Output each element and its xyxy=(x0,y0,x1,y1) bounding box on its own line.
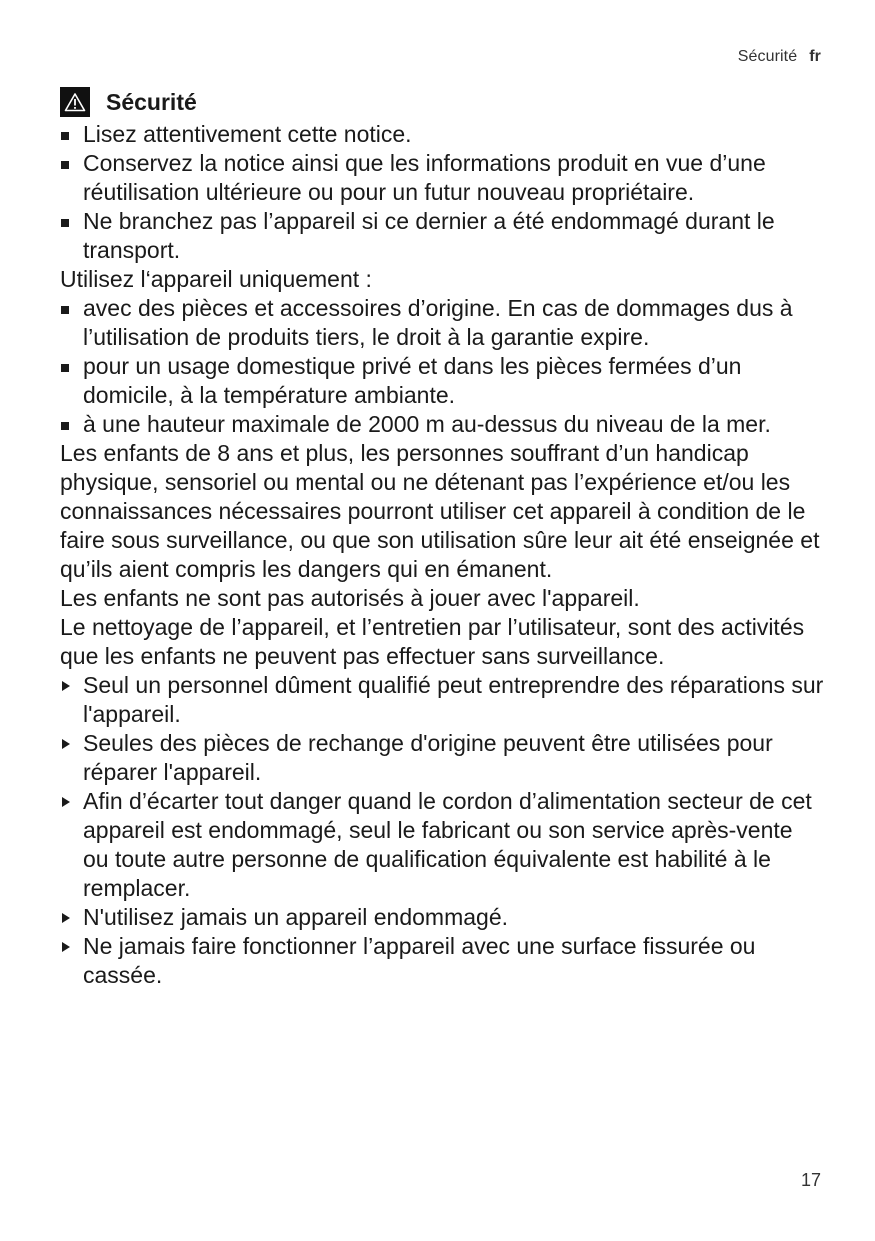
instruction-item: N'utilisez jamais un appareil endommagé. xyxy=(60,903,824,932)
children-paragraph: Le nettoyage de l’appareil, et l’entretien par l’utilisateur, sont des activités que les enfants ne peuvent pas effectuer sans surveillance. xyxy=(60,614,805,669)
instruction-item: Ne jamais faire fonctionner l’appareil avec une surface fissurée ou cassée. xyxy=(60,932,824,990)
page-number: 17 xyxy=(800,1170,821,1190)
usage-intro: Utilisez l‘appareil uniquement : xyxy=(60,266,372,292)
safety-section xyxy=(60,84,824,990)
children-paragraph: Les enfants ne sont pas autorisés à jouer avec l'appareil. xyxy=(60,585,640,611)
list-item: avec des pièces et accessoires d’origine. En cas de dommages dus à l’utilisation de produits tiers, le droit à la garantie expire. xyxy=(60,294,824,352)
section-heading xyxy=(60,84,824,120)
section-title: Sécurité xyxy=(106,88,197,115)
list-item: à une hauteur maximale de 2000 m au-dessus du niveau de la mer. xyxy=(60,410,824,439)
header-language-code: fr xyxy=(809,48,821,65)
warning-icon xyxy=(60,87,90,117)
instruction-item: Seul un personnel dûment qualifié peut entreprendre des réparations sur l'appareil. xyxy=(60,671,824,729)
running-header xyxy=(738,48,821,66)
list-item: pour un usage domestique privé et dans les pièces fermées d’un domicile, à la température ambiante. xyxy=(60,352,824,410)
instruction-item: Afin d’écarter tout danger quand le cordon d’alimentation secteur de cet appareil est endommagé, seul le fabricant ou son service après-vente ou toute autre personne de qualification équivalente est habilité à le remplacer. xyxy=(60,787,824,903)
instruction-list xyxy=(60,671,824,990)
list-item: Conservez la notice ainsi que les informations produit en vue d’une réutilisation ultérieure ou pour un futur nouveau propriétaire. xyxy=(60,149,824,207)
usage-list xyxy=(60,294,824,439)
instruction-item: Seules des pièces de rechange d'origine peuvent être utilisées pour réparer l'appareil. xyxy=(60,729,824,787)
children-paragraph: Les enfants de 8 ans et plus, les personnes souffrant d’un handicap physique, sensoriel ou mental ou ne détenant pas l’expérience et/ou les connaissances nécessaires pourront utiliser cet appareil à condition de le faire sous surveillance, ou que son utilisation sûre leur ait été enseignée et qu’ils aient compris les dangers qui en émanent. xyxy=(60,440,820,582)
general-safety-list xyxy=(60,120,824,265)
list-item: Ne branchez pas l’appareil si ce dernier a été endommagé durant le transport. xyxy=(60,207,824,265)
header-section-title: Sécurité xyxy=(737,48,798,65)
list-item: Lisez attentivement cette notice. xyxy=(60,120,824,149)
